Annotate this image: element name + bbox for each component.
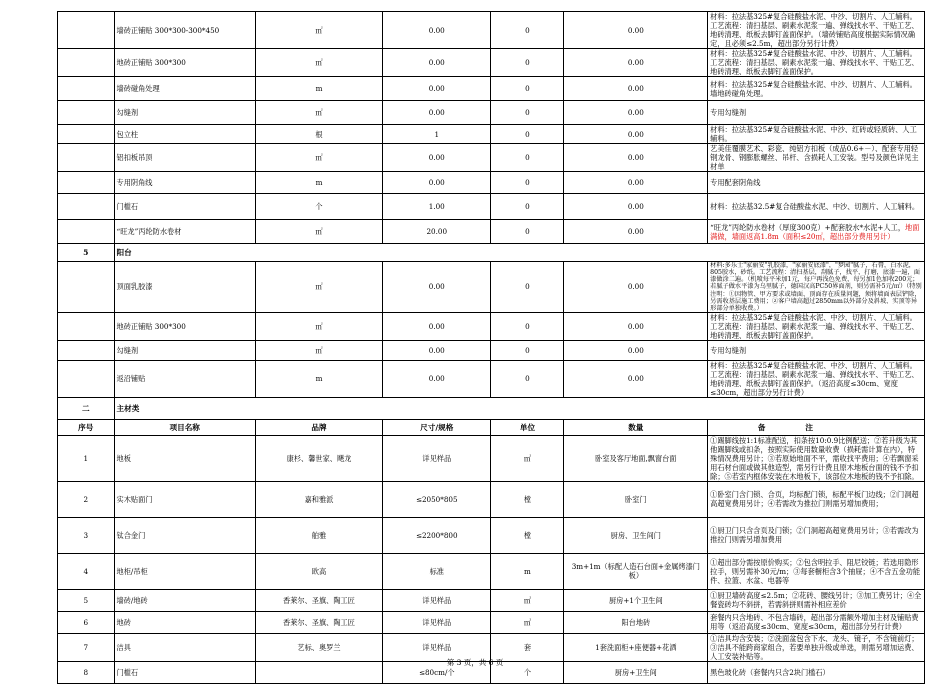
price-cell: 0 — [491, 144, 564, 172]
table-row — [58, 77, 925, 101]
item-name: “旺龙”丙纶防水卷材 — [114, 220, 255, 244]
total-cell: 0.00 — [564, 144, 708, 172]
quantity-cell: 卧室门 — [564, 481, 708, 517]
item-name: 墙砖碰角处理 — [114, 77, 255, 101]
table-row — [58, 589, 925, 611]
table-row — [58, 220, 925, 244]
item-name: 门槛石 — [114, 194, 255, 220]
table-row — [58, 340, 925, 360]
description-cell — [708, 360, 925, 397]
no-cell: 8 — [58, 661, 115, 683]
note-cell: 套餐内只含地砖、不包含墙砖，超出部分需额外增加主材及铺贴费用等（返沿高度≤30cm、宽度≤30cm，超出部分另行计费） — [708, 611, 925, 633]
item-name: 返沿铺贴 — [114, 360, 255, 397]
total-cell: 0.00 — [564, 220, 708, 244]
quantity-cell: 0.00 — [383, 144, 491, 172]
unit-cell: ㎡ — [255, 312, 382, 340]
spec-cell: 详见样品 — [383, 611, 491, 633]
table-row — [58, 553, 925, 589]
table-row — [58, 49, 925, 77]
column-header-row — [58, 419, 925, 435]
description-text: 艺美佳覆膜艺术、彩瓷、纯铝方扣板（成品0.6+－）、配套专用轻钢龙骨、钢膨胀螺丝、吊杆、含损耗人工安装。型号及颜色详见主材单 — [710, 144, 919, 171]
item-name: 墙砖正铺贴 300*300-300*450 — [114, 12, 255, 49]
no-cell — [58, 262, 115, 313]
table-row — [58, 312, 925, 340]
description-cell — [708, 49, 925, 77]
description-text: 材料：拉法基32.5#复合硅酸盐水泥、中沙、切割片、人工辅料。 — [710, 202, 920, 211]
no-cell: 6 — [58, 611, 115, 633]
unit-cell: 个 — [255, 194, 382, 220]
quantity-cell: 0.00 — [383, 262, 491, 313]
description-cell — [708, 172, 925, 194]
no-cell — [58, 49, 115, 77]
description-text: 材料:多乐士"家丽安"乳胶漆，"家丽安底漆"，"梦园"腻子，石膏，白水泥，805胶水，砂纸。工艺流程：清扫基层，刮腻子，找平，打磨，底漆一遍，面漆做涂二遍。（机喷每平米加1元，每户再浅色免费，每另加1色加收200元；若腻子做水平漆为乌里腻子，德国汉高PC50界面剂，则另需补5元/㎡）（特别注明：①因物管、甲方要求或墙面、顶面存在质量问题，须将墙面表层铲除，另需收基层施工费用；②客户墙高超过2850mm以外部分及斜坡、实顶等异形部分单独收费。） — [710, 262, 922, 312]
unit-cell: m — [255, 360, 382, 397]
description-text: 材料：拉法基325#复合硅酸盐水泥、中沙、切割片、人工辅料。 工艺流程：清扫基层、刷素水泥浆一遍、弹线找水平、干贴工艺、地砖清理、纸板去脚钉盖面保护。（返沿高度≤30cm、宽度≤30cm，超出部分另行计费） — [710, 360, 921, 397]
description-text: 专用勾缝剂 — [710, 345, 747, 355]
item-name: 铝扣板吊顶 — [114, 144, 255, 172]
unit-cell: m — [255, 172, 382, 194]
unit-cell: ㎡ — [255, 220, 382, 244]
quantity-cell: 0.00 — [383, 172, 491, 194]
description-cell — [708, 125, 925, 144]
spec-cell: 详见样品 — [383, 633, 491, 661]
description-highlight: 地面满做，墙面返高1.8m（面积≤20㎡，超出部分费用另计） — [710, 222, 920, 241]
no-cell — [58, 360, 115, 397]
price-cell: 0 — [491, 77, 564, 101]
description-cell — [708, 340, 925, 360]
no-cell — [58, 144, 115, 172]
header-note-2: 注 — [785, 419, 924, 435]
unit-cell: m — [255, 77, 382, 101]
section-row — [58, 244, 925, 262]
total-cell: 0.00 — [564, 101, 708, 125]
unit-cell: 樘 — [491, 517, 564, 553]
header-name: 项目名称 — [114, 419, 255, 435]
price-cell: 0 — [491, 220, 564, 244]
description-cell — [708, 12, 925, 49]
unit-cell: ㎡ — [255, 12, 382, 49]
price-cell: 0 — [491, 172, 564, 194]
quantity-cell: 0.00 — [383, 77, 491, 101]
price-cell: 0 — [491, 262, 564, 313]
header-unit: 单位 — [491, 419, 564, 435]
note-cell: ①厨卫墙砖高度≤2.5m；②花砖、腰线另计；③加工费另计；④全餐瓷砖均不斜拼，若需斜拼则需补相应差价 — [708, 589, 925, 611]
brand-cell: 康杉、馨世家、飓龙 — [255, 435, 382, 481]
total-cell: 0.00 — [564, 360, 708, 397]
note-cell: ①洁具均含安装；②洗面盆包含下水、龙头、镜子，不含镜前灯；③洁具不能跨商家组合，若要单独升级或单选，则需另增加运费、人工安装补贴等。 — [708, 633, 925, 661]
section-title: 阳台 — [114, 244, 924, 262]
brand-cell: 香莱尔、圣旗、陶工匠 — [255, 611, 382, 633]
section-title: 主材类 — [114, 397, 924, 419]
brand-cell: 欧高 — [255, 553, 382, 589]
quantity-cell: 0.00 — [383, 12, 491, 49]
spec-cell: 详见样品 — [383, 435, 491, 481]
unit-cell: ㎡ — [255, 340, 382, 360]
description-cell — [708, 312, 925, 340]
price-cell: 0 — [491, 12, 564, 49]
spec-cell: ≤2050*805 — [383, 481, 491, 517]
total-cell: 0.00 — [564, 312, 708, 340]
table-row — [58, 101, 925, 125]
table-row — [58, 194, 925, 220]
unit-cell: 樘 — [491, 481, 564, 517]
price-cell: 0 — [491, 49, 564, 77]
unit-cell: ㎡ — [255, 49, 382, 77]
item-name: 地柜/吊柜 — [114, 553, 255, 589]
price-cell: 0 — [491, 194, 564, 220]
quantity-cell: 0.00 — [383, 312, 491, 340]
description-text: 材料：拉法基325#复合硅酸盐水泥、中沙、切割片、人工辅料。工艺流程：清扫基层、刷素水泥浆一遍、弹线找水平、干贴工艺、地砖清理、纸板去脚钉盖面保护。 — [710, 49, 919, 76]
unit-cell: ㎡ — [255, 262, 382, 313]
no-cell — [58, 77, 115, 101]
no-cell: 4 — [58, 553, 115, 589]
description-text: 材料：拉法基325#复合硅酸盐水泥、中沙、切割片、人工辅料。墙地砖碰角处理。 — [710, 79, 917, 98]
item-name: 勾缝剂 — [114, 101, 255, 125]
no-cell — [58, 340, 115, 360]
total-cell: 0.00 — [564, 49, 708, 77]
no-cell — [58, 12, 115, 49]
table-row — [58, 262, 925, 313]
quantity-cell: 1.00 — [383, 194, 491, 220]
quantity-cell: 0.00 — [383, 101, 491, 125]
unit-cell: ㎡ — [491, 435, 564, 481]
quantity-cell: 0.00 — [383, 340, 491, 360]
quantity-cell: 3m+1m（标配人造石台面+金属烤漆门板） — [564, 553, 708, 589]
spec-cell: ≤80cm/个 — [383, 661, 491, 683]
unit-cell: ㎡ — [491, 589, 564, 611]
no-cell: 5 — [58, 589, 115, 611]
quantity-cell: 厨房、卫生间门 — [564, 517, 708, 553]
item-name: 地板 — [114, 435, 255, 481]
quantity-cell: 1套洗面柜+座便器+花洒 — [564, 633, 708, 661]
unit-cell: 个 — [491, 661, 564, 683]
description-text: 专用勾缝剂 — [710, 108, 747, 117]
item-name: 墙砖/地砖 — [114, 589, 255, 611]
total-cell: 0.00 — [564, 194, 708, 220]
item-name: 地砖正铺贴 300*300 — [114, 312, 255, 340]
price-cell: 0 — [491, 360, 564, 397]
description-cell — [708, 101, 925, 125]
unit-cell: m — [491, 553, 564, 589]
total-cell: 0.00 — [564, 172, 708, 194]
item-name: 专用阴角线 — [114, 172, 255, 194]
description-text: 材料：拉法基325#复合硅酸盐水泥、中沙、红砖或轻质砖、人工辅料。 — [710, 125, 917, 143]
note-cell: ①踢脚线按1:1标准配送，扣条按10:0.9比例配送；②若升级为其他踢脚线或扣条，按照实际使用数量收费（损耗需计算在内），特殊情况费用另计；③若原始地面不平，需收找平费用；④若飘窗采用石材台面或做其他造型，需另行计费且原木地板台面的钱不予扣除；⑤若室内框体安装在木地板下，该部位木地板的钱不予扣除。 — [708, 435, 925, 481]
no-cell: 3 — [58, 517, 115, 553]
total-cell: 0.00 — [564, 12, 708, 49]
unit-cell: ㎡ — [255, 101, 382, 125]
header-no: 序号 — [58, 419, 115, 435]
brand-cell: 舶雅 — [255, 517, 382, 553]
note-cell: 黑色玻化砖（套餐内只含2块门槛石） — [708, 661, 925, 683]
description-text: 材料：拉法基325#复合硅酸盐水泥、中沙、切割片、人工辅料。工艺流程：清扫基层、刷素水泥浆一遍、弹线找水平、干贴工艺、地砖清理、纸板去脚钉盖面保护。 — [710, 312, 919, 340]
quantity-cell: 0.00 — [383, 49, 491, 77]
item-name: 钛合金门 — [114, 517, 255, 553]
item-name: 勾缝剂 — [114, 340, 255, 360]
item-name: 顶面乳胶漆 — [114, 262, 255, 313]
no-cell — [58, 101, 115, 125]
no-cell — [58, 194, 115, 220]
no-cell: 1 — [58, 435, 115, 481]
brand-cell: 嘉和雅派 — [255, 481, 382, 517]
description-cell — [708, 194, 925, 220]
no-cell — [58, 220, 115, 244]
unit-cell: ㎡ — [491, 611, 564, 633]
spec-cell: 标准 — [383, 553, 491, 589]
header-note-1: 备 — [708, 419, 786, 435]
table-row — [58, 144, 925, 172]
table-row — [58, 481, 925, 517]
description-cell — [708, 144, 925, 172]
no-cell — [58, 125, 115, 144]
no-cell: 7 — [58, 633, 115, 661]
description-text: “旺龙”丙纶防水卷材（厚度300克）+配套胶水*水泥+人工， — [710, 222, 906, 232]
unit-cell: 套 — [491, 633, 564, 661]
brand-cell: 香莱尔、圣旗、陶工匠 — [255, 589, 382, 611]
total-cell: 0.00 — [564, 77, 708, 101]
table-row — [58, 12, 925, 49]
note-cell: ①超出部分需按原价购买；②包含明拉手、阻尼铰链；若选用隐形拉手，则另需补30元/m；③每套橱柜含3个抽屉；④不含五金功能件、拉篮、水盆、电器等 — [708, 553, 925, 589]
description-cell — [708, 262, 925, 313]
table-row — [58, 172, 925, 194]
price-cell: 0 — [491, 101, 564, 125]
quantity-cell: 卧室及客厅地面,飘窗台面 — [564, 435, 708, 481]
spec-cell: 详见样品 — [383, 589, 491, 611]
quantity-cell: 20.00 — [383, 220, 491, 244]
quantity-cell: 1 — [383, 125, 491, 144]
description-text: 专用配套阴角线 — [710, 178, 761, 187]
total-cell: 0.00 — [564, 125, 708, 144]
no-cell — [58, 312, 115, 340]
section-number: 5 — [58, 244, 115, 262]
item-name: 地砖正铺贴 300*300 — [114, 49, 255, 77]
quantity-cell: 0.00 — [383, 360, 491, 397]
table-row — [58, 360, 925, 397]
total-cell: 0.00 — [564, 262, 708, 313]
price-cell: 0 — [491, 125, 564, 144]
brand-cell: 艺标、奥罗兰 — [255, 633, 382, 661]
description-text: 材料：拉法基325#复合硅酸盐水泥、中沙、切割片、人工辅料。工艺流程：清扫基层、刷素水泥浆一遍、弹线找水平、干贴工艺、地砖清理、纸板去脚钉盖面保护。（墙砖铺贴高度根据实际情况确定，且必须≤2.5m，超出部分另行计费） — [710, 12, 919, 48]
description-cell — [708, 220, 925, 244]
section-row — [58, 397, 925, 419]
price-cell: 0 — [491, 312, 564, 340]
item-name: 门槛石 — [114, 661, 255, 683]
item-name: 地砖 — [114, 611, 255, 633]
header-spec: 尺寸/规格 — [383, 419, 491, 435]
table-row — [58, 611, 925, 633]
no-cell — [58, 172, 115, 194]
header-brand: 品牌 — [255, 419, 382, 435]
section-number: 二 — [58, 397, 115, 419]
unit-cell: 根 — [255, 125, 382, 144]
no-cell: 2 — [58, 481, 115, 517]
quantity-cell: 厨房+1个卫生间 — [564, 589, 708, 611]
note-cell: ①卧室门含门锁、合页，均标配门锁，标配平板门边线；②门洞超高超宽费用另计；④若需改为推拉门则需另增加费用； — [708, 481, 925, 517]
unit-cell: ㎡ — [255, 144, 382, 172]
table-row — [58, 517, 925, 553]
spec-cell: ≤2200*800 — [383, 517, 491, 553]
total-cell: 0.00 — [564, 340, 708, 360]
description-cell — [708, 77, 925, 101]
quantity-cell: 阳台地砖 — [564, 611, 708, 633]
header-qty: 数量 — [564, 419, 708, 435]
quotation-table — [57, 11, 925, 684]
note-cell: ①厨卫门只含含页及门锁；②门洞超高超宽费用另计；③若需改为推拉门则需另增加费用 — [708, 517, 925, 553]
item-name: 洁具 — [114, 633, 255, 661]
table-row — [58, 435, 925, 481]
quantity-cell: 厨房+卫生间 — [564, 661, 708, 683]
page-footer: 第 3 页，共 6 页 — [446, 658, 504, 667]
price-cell: 0 — [491, 340, 564, 360]
table-row — [58, 125, 925, 144]
item-name: 包立柱 — [114, 125, 255, 144]
item-name: 实木贴面门 — [114, 481, 255, 517]
